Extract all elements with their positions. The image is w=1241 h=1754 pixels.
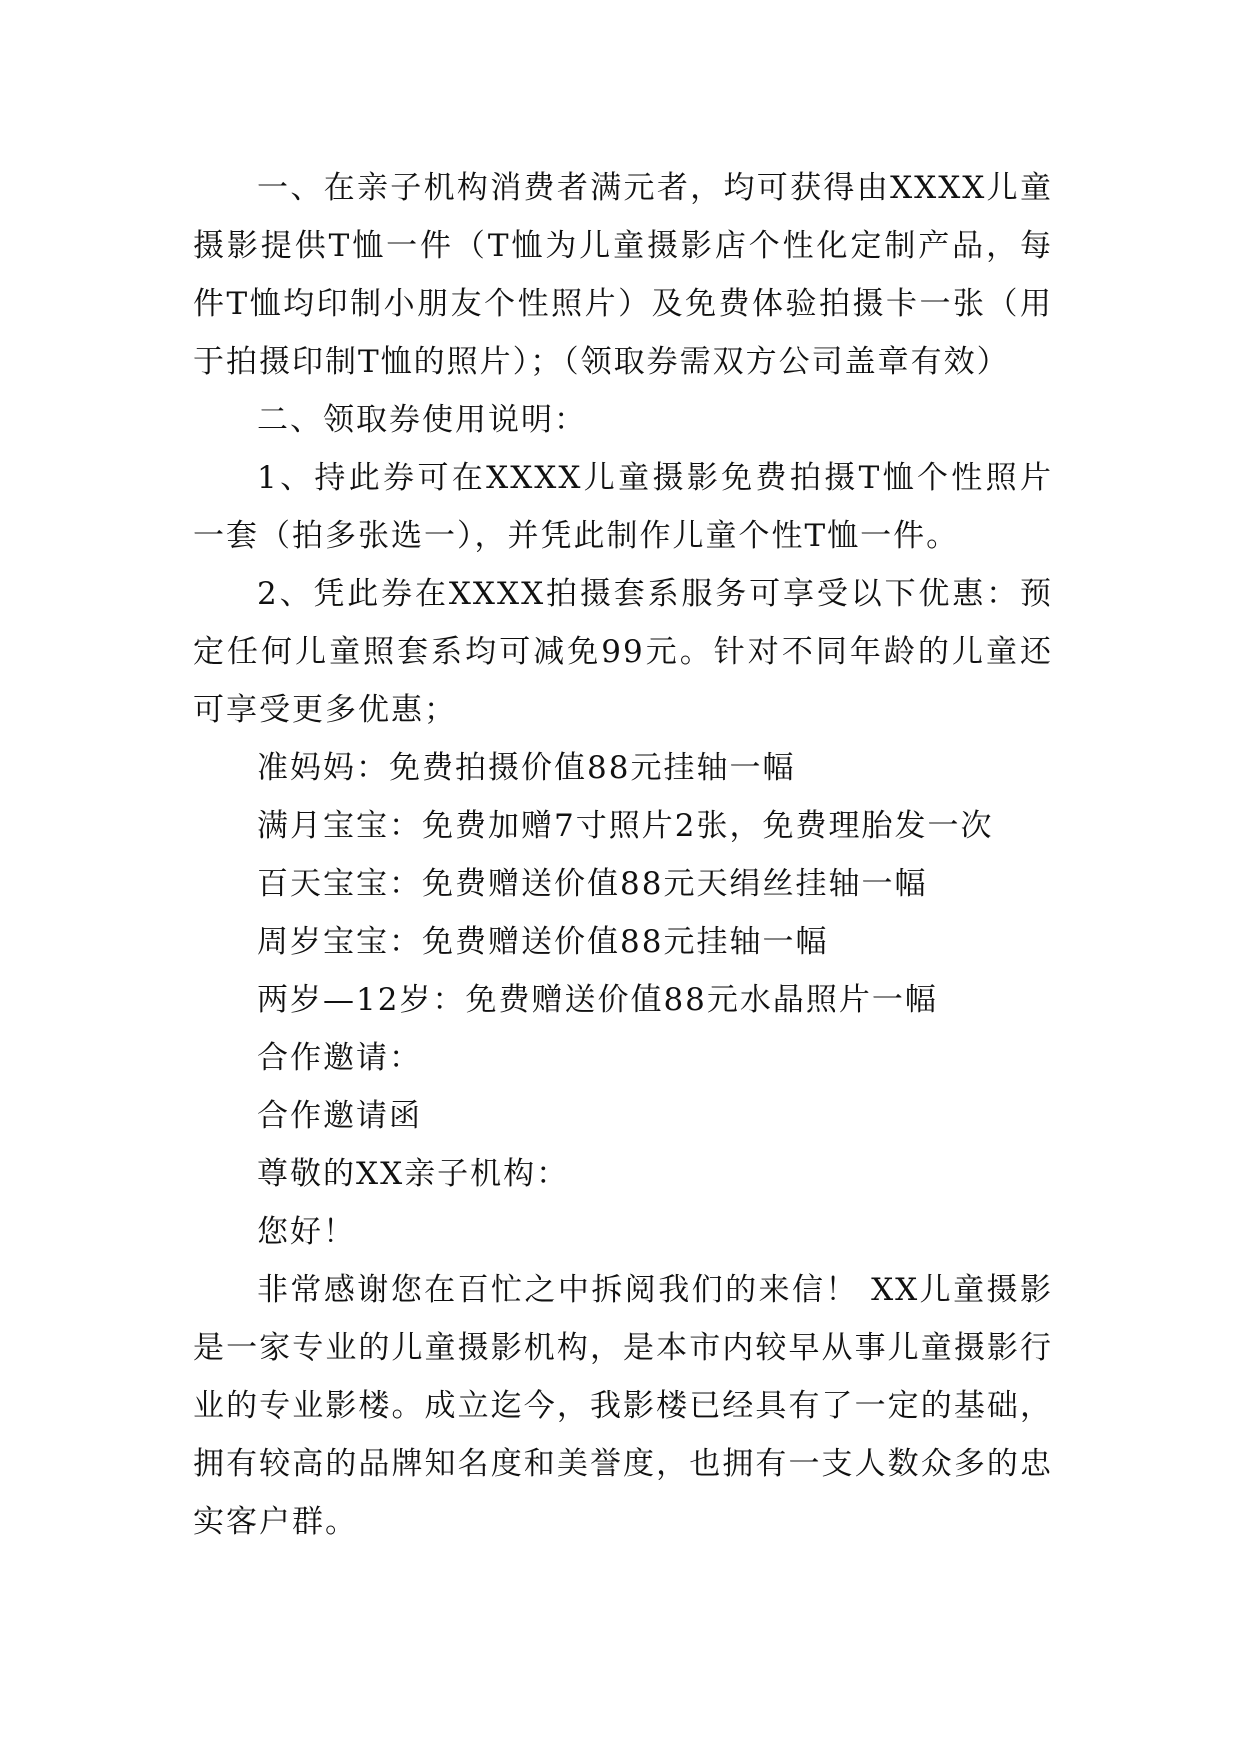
offer-full-month-baby: 满月宝宝：免费加赠7寸照片2张，免费理胎发一次 xyxy=(257,808,994,844)
greeting: 您好！ xyxy=(257,1214,356,1250)
cooperation-heading: 合作邀请： xyxy=(257,1040,422,1076)
offer-expectant-mother: 准妈妈：免费拍摄价值88元挂轴一幅 xyxy=(257,750,796,786)
paragraph-usage-1: 1、持此券可在XXXX儿童摄影免费拍摄T恤个性照片一套（拍多张选一），并凭此制作儿童个性T恤一件。 xyxy=(193,460,1053,554)
paragraph-offer: 一、在亲子机构消费者满元者，均可获得由XXXX儿童摄影提供T恤一件（T恤为儿童摄影店个性化定制产品，每件T恤均印制小朋友个性照片）及免费体验拍摄卡一张（用于拍摄印制T恤的照片）；（领取券需双方公司盖章有效） xyxy=(193,170,1053,380)
offer-hundred-day-baby: 百天宝宝：免费赠送价值88元天绢丝挂轴一幅 xyxy=(257,866,928,902)
offer-two-to-twelve: 两岁—12岁：免费赠送价值88元水晶照片一幅 xyxy=(257,982,938,1018)
paragraph-usage-2: 2、凭此券在XXXX拍摄套系服务可享受以下优惠：预定任何儿童照套系均可减免99元。针对不同年龄的儿童还可享受更多优惠； xyxy=(193,576,1053,728)
document-body xyxy=(193,159,1053,1551)
paragraph-introduction: 非常感谢您在百忙之中拆阅我们的来信！ XX儿童摄影是一家专业的儿童摄影机构，是本市内较早从事儿童摄影行业的专业影楼。成立迄今，我影楼已经具有了一定的基础，拥有较高的品牌知名度和美誉度，也拥有一支人数众多的忠实客户群。 xyxy=(193,1272,1053,1540)
salutation: 尊敬的XX亲子机构： xyxy=(257,1156,570,1192)
offer-one-year-baby: 周岁宝宝：免费赠送价值88元挂轴一幅 xyxy=(257,924,829,960)
invitation-title: 合作邀请函 xyxy=(257,1098,422,1134)
paragraph-usage-heading: 二、领取券使用说明： xyxy=(257,402,587,438)
